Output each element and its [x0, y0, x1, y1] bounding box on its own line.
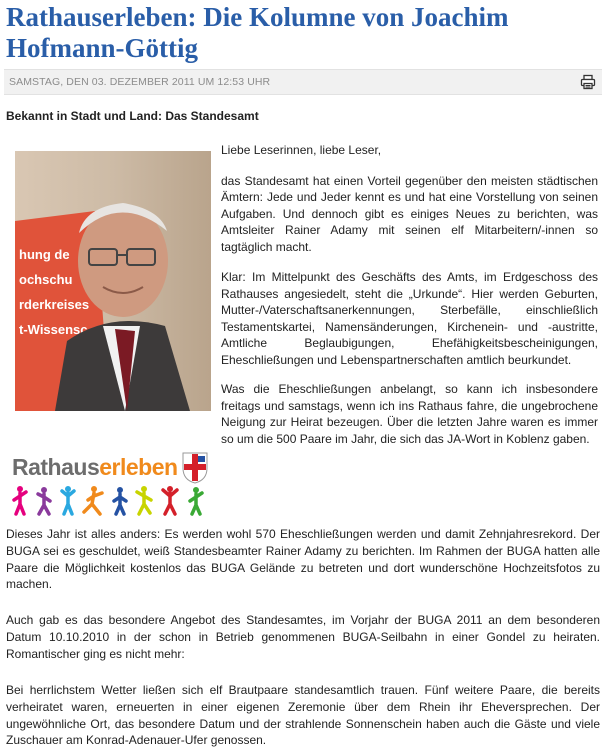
- paragraph: das Standesamt hat einen Vorteil gegenüber den meisten städtischen Ämtern: Jede und Jeder kennt es und hat eine Vorstellung von seinen Aufgaben. Und dennoch gibt es einiges Neues zu berichten, was Amtsleiter Rainer Adamy mit seinen elf Mitarbeitern/-innen so tagtäglich macht.: [221, 173, 598, 254]
- banner-text-1: hung de: [19, 247, 70, 262]
- paragraph: Klar: Im Mittelpunkt des Geschäfts des Amts, im Erdgeschoss des Rathauses angesiedelt, steht die „Urkunde“. Hier werden Geburten, Mutter-/Vaterschaftsanerkennungen, Sterbefälle, einschließlich Testamentskartei, Namensänderungen, Kirchenein- und -austritte, Amtliche Beglaubigungen, Ehefähigkeitsbescheinigungen, Eheschließungen und Lebenspartnerschaften amtlich beurkundet.: [221, 270, 598, 367]
- paragraph: Was die Eheschließungen anbelangt, so kann ich insbesondere freitags und samstags, wenn ich ins Rathaus fahre, die ungebrochene Neigung zur Heirat bezeugen. Über die letzten Jahre waren es immer so um die 500 Paare im Jahr, die sich das JA-Wort in Koblenz gaben.: [221, 382, 598, 446]
- paragraph: Dieses Jahr ist alles anders: Es werden wohl 570 Eheschließungen werden und damit Zehnjahresrekord. Der BUGA sei es geschuldet, weiß Standesbeamter Rainer Adamy zu berichten. Im Rahmen der BUGA hatten alle Paare die Möglichkeit kostenlos das BUGA Gelände zu betreten und dort wunderschöne Hochzeitsfotos zu machen.: [6, 527, 600, 592]
- author-photo: [15, 151, 211, 411]
- banner-text-3: rderkreises: [19, 297, 90, 312]
- article-title[interactable]: Rathauserleben: Die Kolumne von Joachim Hofmann-Göttig: [6, 2, 509, 63]
- full-width-paragraph: [6, 682, 600, 749]
- logo-wordmark: Rathauserleben: [12, 454, 178, 480]
- coat-of-arms-icon: [182, 452, 208, 484]
- paragraph: Auch gab es das besondere Angebot des Standesamtes, im Vorjahr der BUGA 2011 an dem besonderen Datum 10.10.2010 in der schon in Betrieb genommenen BUGA-Seilbahn in einer Gondel zu heiraten. Romantischer ging es nicht mehr:: [6, 613, 600, 661]
- dancing-figures-graphic: [12, 484, 212, 518]
- article-lead: Bekannt in Stadt und Land: Das Standesamt: [6, 109, 259, 123]
- paragraph: Liebe Leserinnen, liebe Leser,: [221, 143, 382, 157]
- banner-text-4: t-Wissensc: [19, 322, 88, 337]
- publish-date: SAMSTAG, DEN 03. DEZEMBER 2011 UM 12:53 UHR: [9, 76, 271, 88]
- banner-text-2: ochschu: [19, 272, 73, 287]
- side-text-column: [221, 142, 598, 460]
- rathauserleben-logo: [10, 452, 215, 518]
- printer-icon[interactable]: [580, 74, 596, 90]
- paragraph: Bei herrlichstem Wetter ließen sich elf Brautpaare standesamtlich trauen. Fünf weitere Paare, die bereits verheiratet waren, erneuerten in einer eigenen Zeremonie über dem Rhein ihr Eheversprechen. Der ungewöhnliche Ort, das besondere Datum und der strahlende Sonnenschein haben auch die Gäste und viele Zuschauer am Konrad-Adenauer-Ufer genossen.: [6, 683, 600, 748]
- full-width-paragraph: [6, 526, 600, 593]
- full-width-paragraph: [6, 612, 600, 662]
- article-meta-bar: [4, 69, 602, 95]
